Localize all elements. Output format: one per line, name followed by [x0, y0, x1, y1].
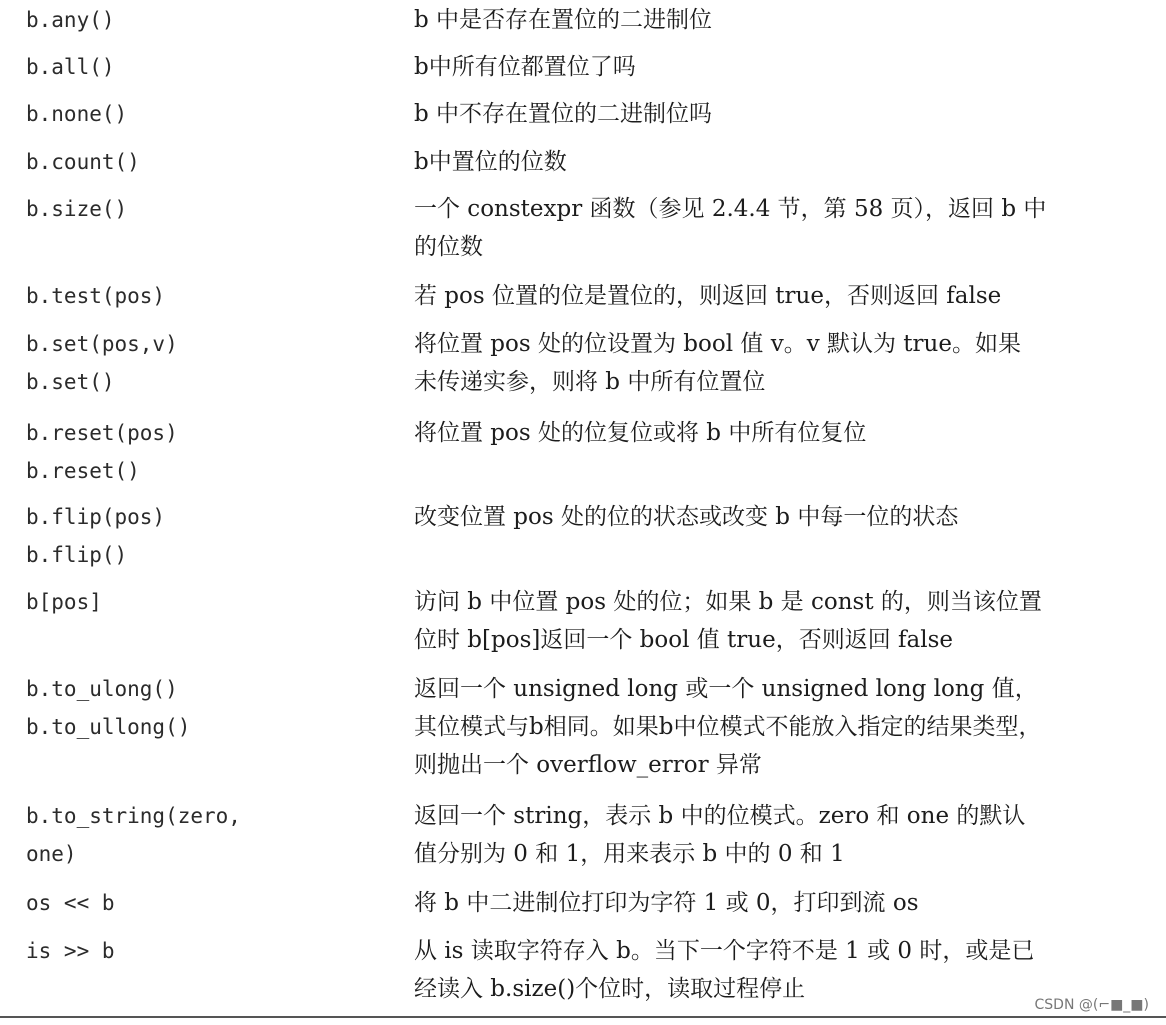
operation-code: [26, 932, 115, 970]
operation-description: [414, 1, 1159, 39]
operation-description: [414, 190, 1159, 266]
operation-code: [26, 884, 115, 922]
operation-code: [26, 1, 115, 39]
operation-code: [26, 143, 140, 181]
operation-description-line: 返回一个 unsigned long 或一个 unsigned long long 值，: [414, 676, 1038, 702]
operation-code-line: b.to_ullong(): [26, 715, 191, 739]
operation-description-line: 其位模式与b相同。如果b中位模式不能放入指定的结果类型，: [414, 714, 1042, 740]
operation-description-line: 将位置 pos 处的位设置为 bool 值 v。v 默认为 true。如果: [414, 331, 1021, 357]
operation-description: [414, 583, 1159, 659]
operation-description: [414, 48, 1159, 86]
operation-code-line: b.flip(pos): [26, 505, 166, 529]
operation-description-line: b中置位的位数: [414, 149, 567, 175]
operation-code: [26, 670, 190, 746]
operation-code-line: b.to_ulong(): [26, 677, 178, 701]
operation-description-line: 一个 constexpr 函数（参见 2.4.4 节，第 58 页），返回 b 中: [414, 196, 1047, 222]
csdn-watermark: CSDN @(⌐■_■): [1032, 996, 1152, 1014]
operation-code-line: b.any(): [26, 8, 115, 32]
operation-code-line: b.none(): [26, 102, 128, 126]
operation-description: [414, 414, 1159, 452]
operation-code-line: b.reset(pos): [26, 421, 178, 445]
bottom-rule: [0, 1016, 1166, 1018]
operation-description-line: b 中是否存在置位的二进制位: [414, 7, 713, 33]
operation-description: [414, 325, 1159, 401]
operation-code: [26, 48, 115, 86]
operation-description-line: 未传递实参，则将 b 中所有位置位: [414, 369, 766, 395]
operation-code: [26, 583, 102, 621]
operation-code-line: one): [26, 842, 77, 866]
operation-code-line: b.all(): [26, 55, 115, 79]
operation-description-line: 经读入 b.size()个位时，读取过程停止: [414, 976, 806, 1002]
operation-description: [414, 143, 1159, 181]
operation-description: [414, 884, 1159, 922]
operation-description: [414, 277, 1159, 315]
operation-description-line: 的位数: [414, 234, 483, 260]
operation-description-line: b 中不存在置位的二进制位吗: [414, 101, 713, 127]
operation-code-line: is >> b: [26, 939, 115, 963]
operation-description: [414, 498, 1159, 536]
operation-description-line: 将 b 中二进制位打印为字符 1 或 0，打印到流 os: [414, 890, 919, 916]
operation-code: [26, 190, 127, 228]
operation-description-line: 从 is 读取字符存入 b。当下一个字符不是 1 或 0 时，或是已: [414, 938, 1035, 964]
operation-description-line: 访问 b 中位置 pos 处的位；如果 b 是 const 的，则当该位置: [414, 589, 1042, 615]
operation-code: [26, 414, 178, 490]
operation-code: [26, 277, 165, 315]
operation-description-line: 返回一个 string，表示 b 中的位模式。zero 和 one 的默认: [414, 803, 1026, 829]
operation-code-line: b.set(): [26, 370, 115, 394]
operation-code-line: b.set(pos,v): [26, 332, 178, 356]
operation-description-line: 位时 b[pos]返回一个 bool 值 true，否则返回 false: [414, 627, 954, 653]
operation-code-line: b.to_string(zero,: [26, 804, 241, 828]
operation-code: [26, 797, 241, 873]
operation-code: [26, 325, 178, 401]
operation-description-line: 则抛出一个 overflow_error 异常: [414, 752, 762, 778]
operation-description-line: b中所有位都置位了吗: [414, 54, 636, 80]
operation-code: [26, 498, 165, 574]
operation-description-line: 若 pos 位置的位是置位的，则返回 true，否则返回 false: [414, 283, 1002, 309]
operation-description: [414, 670, 1159, 784]
operation-code-line: b.flip(): [26, 543, 128, 567]
operation-code-line: b.size(): [26, 197, 128, 221]
operation-code: [26, 95, 127, 133]
operation-code-line: b.count(): [26, 150, 140, 174]
operation-code-line: b.reset(): [26, 459, 140, 483]
operation-code-line: b.test(pos): [26, 284, 166, 308]
operation-code-line: b[pos]: [26, 590, 102, 614]
operation-code-line: os << b: [26, 891, 115, 915]
operation-description-line: 改变位置 pos 处的位的状态或改变 b 中每一位的状态: [414, 504, 959, 530]
operation-description-line: 将位置 pos 处的位复位或将 b 中所有位复位: [414, 420, 867, 446]
operation-description: [414, 95, 1159, 133]
operation-description-line: 值分别为 0 和 1，用来表示 b 中的 0 和 1: [414, 841, 845, 867]
operation-description: [414, 797, 1159, 873]
